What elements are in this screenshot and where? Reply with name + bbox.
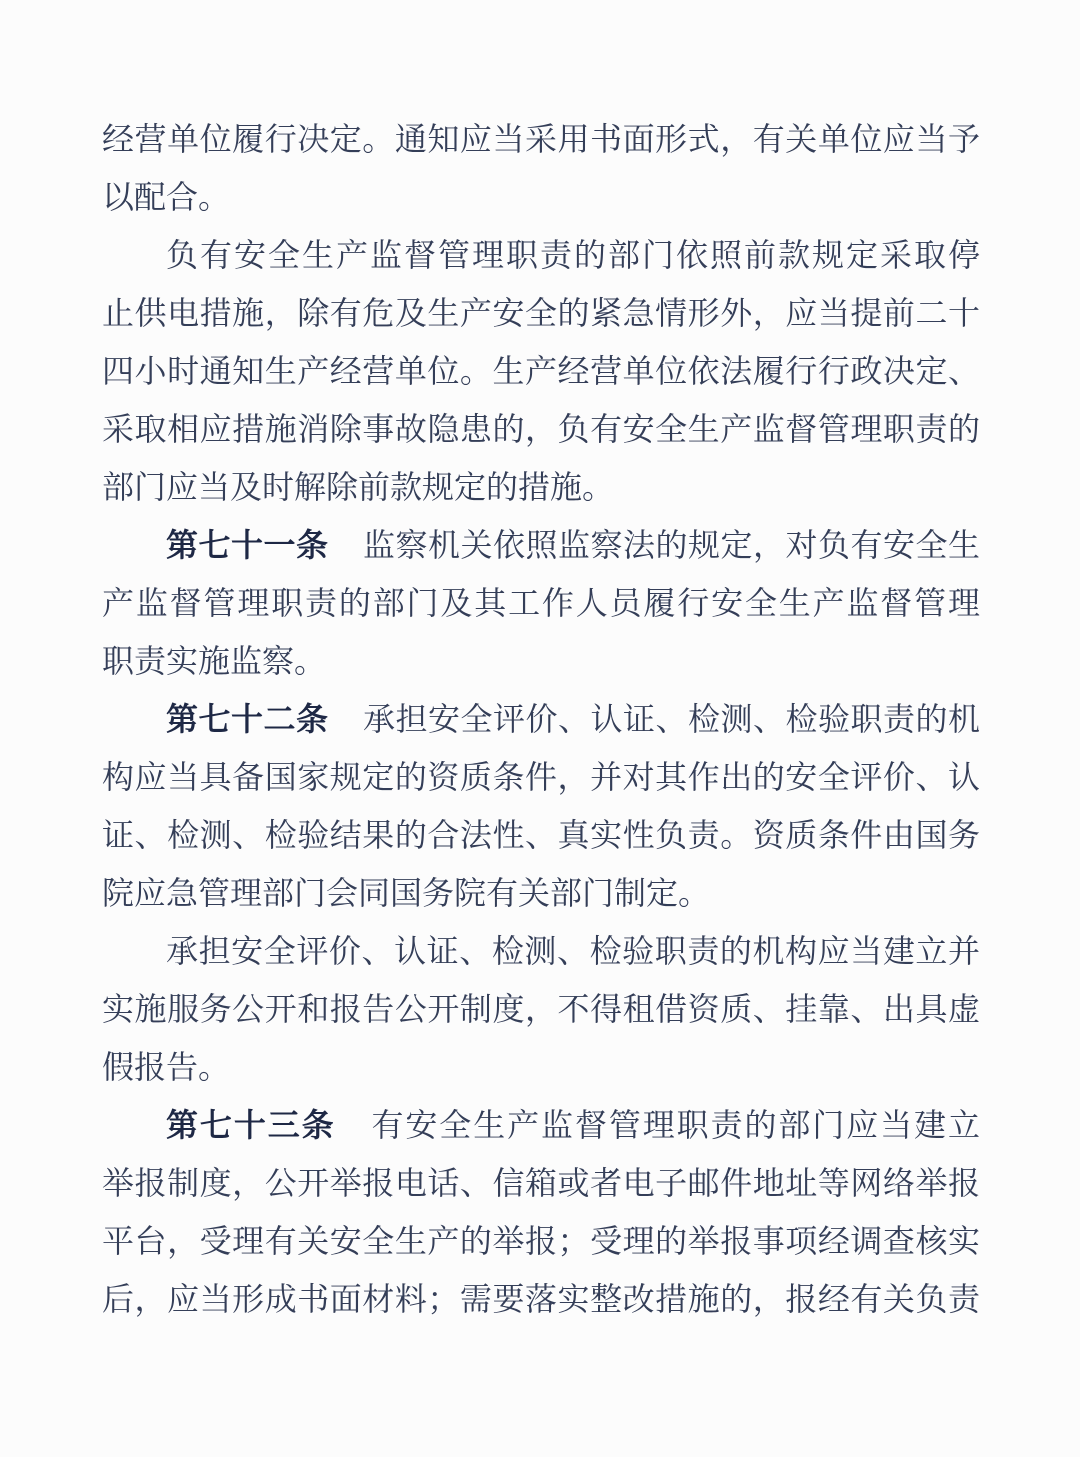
text-line: 经营单位履行决定。通知应当采用书面形式，有关单位应当予 — [102, 121, 980, 157]
text-line: 证、检测、检验结果的合法性、真实性负责。资质条件由国务 — [102, 817, 980, 853]
text-line: 职责实施监察。 — [102, 643, 327, 679]
text-line: 四小时通知生产经营单位。生产经营单位依法履行行政决定、 — [102, 353, 980, 389]
text-line: 构应当具备国家规定的资质条件，并对其作出的安全评价、认 — [102, 759, 980, 795]
article-number: 第七十一条 — [166, 527, 329, 563]
article-number: 第七十三条 — [166, 1107, 336, 1143]
text-line: 承担安全评价、认证、检测、检验职责的机构应当建立并 — [166, 933, 980, 969]
text-line: 负有安全生产监督管理职责的部门依照前款规定采取停 — [166, 237, 980, 273]
line-text: 有安全生产监督管理职责的部门应当建立 — [369, 1107, 980, 1143]
text-line: 采取相应措施消除事故隐患的，负有安全生产监督管理职责的 — [102, 411, 980, 447]
line-text: 承担安全评价、认证、检测、检验职责的机 — [362, 701, 980, 737]
text-line: 止供电措施，除有危及生产安全的紧急情形外，应当提前二十 — [102, 295, 980, 331]
text-line — [102, 516, 980, 574]
text-line: 假报告。 — [102, 1049, 231, 1085]
text-line: 院应急管理部门会同国务院有关部门制定。 — [102, 875, 711, 911]
text-line: 实施服务公开和报告公开制度，不得租借资质、挂靠、出具虚 — [102, 991, 980, 1027]
document-body — [102, 110, 980, 1328]
text-line — [102, 690, 980, 748]
text-line — [102, 1096, 980, 1154]
article-number: 第七十二条 — [166, 701, 329, 737]
text-line: 后，应当形成书面材料；需要落实整改措施的，报经有关负责 — [102, 1281, 980, 1317]
text-line: 部门应当及时解除前款规定的措施。 — [102, 469, 615, 505]
text-line: 平台，受理有关安全生产的举报；受理的举报事项经调查核实 — [102, 1223, 980, 1259]
line-text: 监察机关依照监察法的规定，对负有安全生 — [362, 527, 980, 563]
text-line: 以配合。 — [102, 179, 231, 215]
text-line: 举报制度，公开举报电话、信箱或者电子邮件地址等网络举报 — [102, 1165, 980, 1201]
text-line: 产监督管理职责的部门及其工作人员履行安全生产监督管理 — [102, 585, 980, 621]
